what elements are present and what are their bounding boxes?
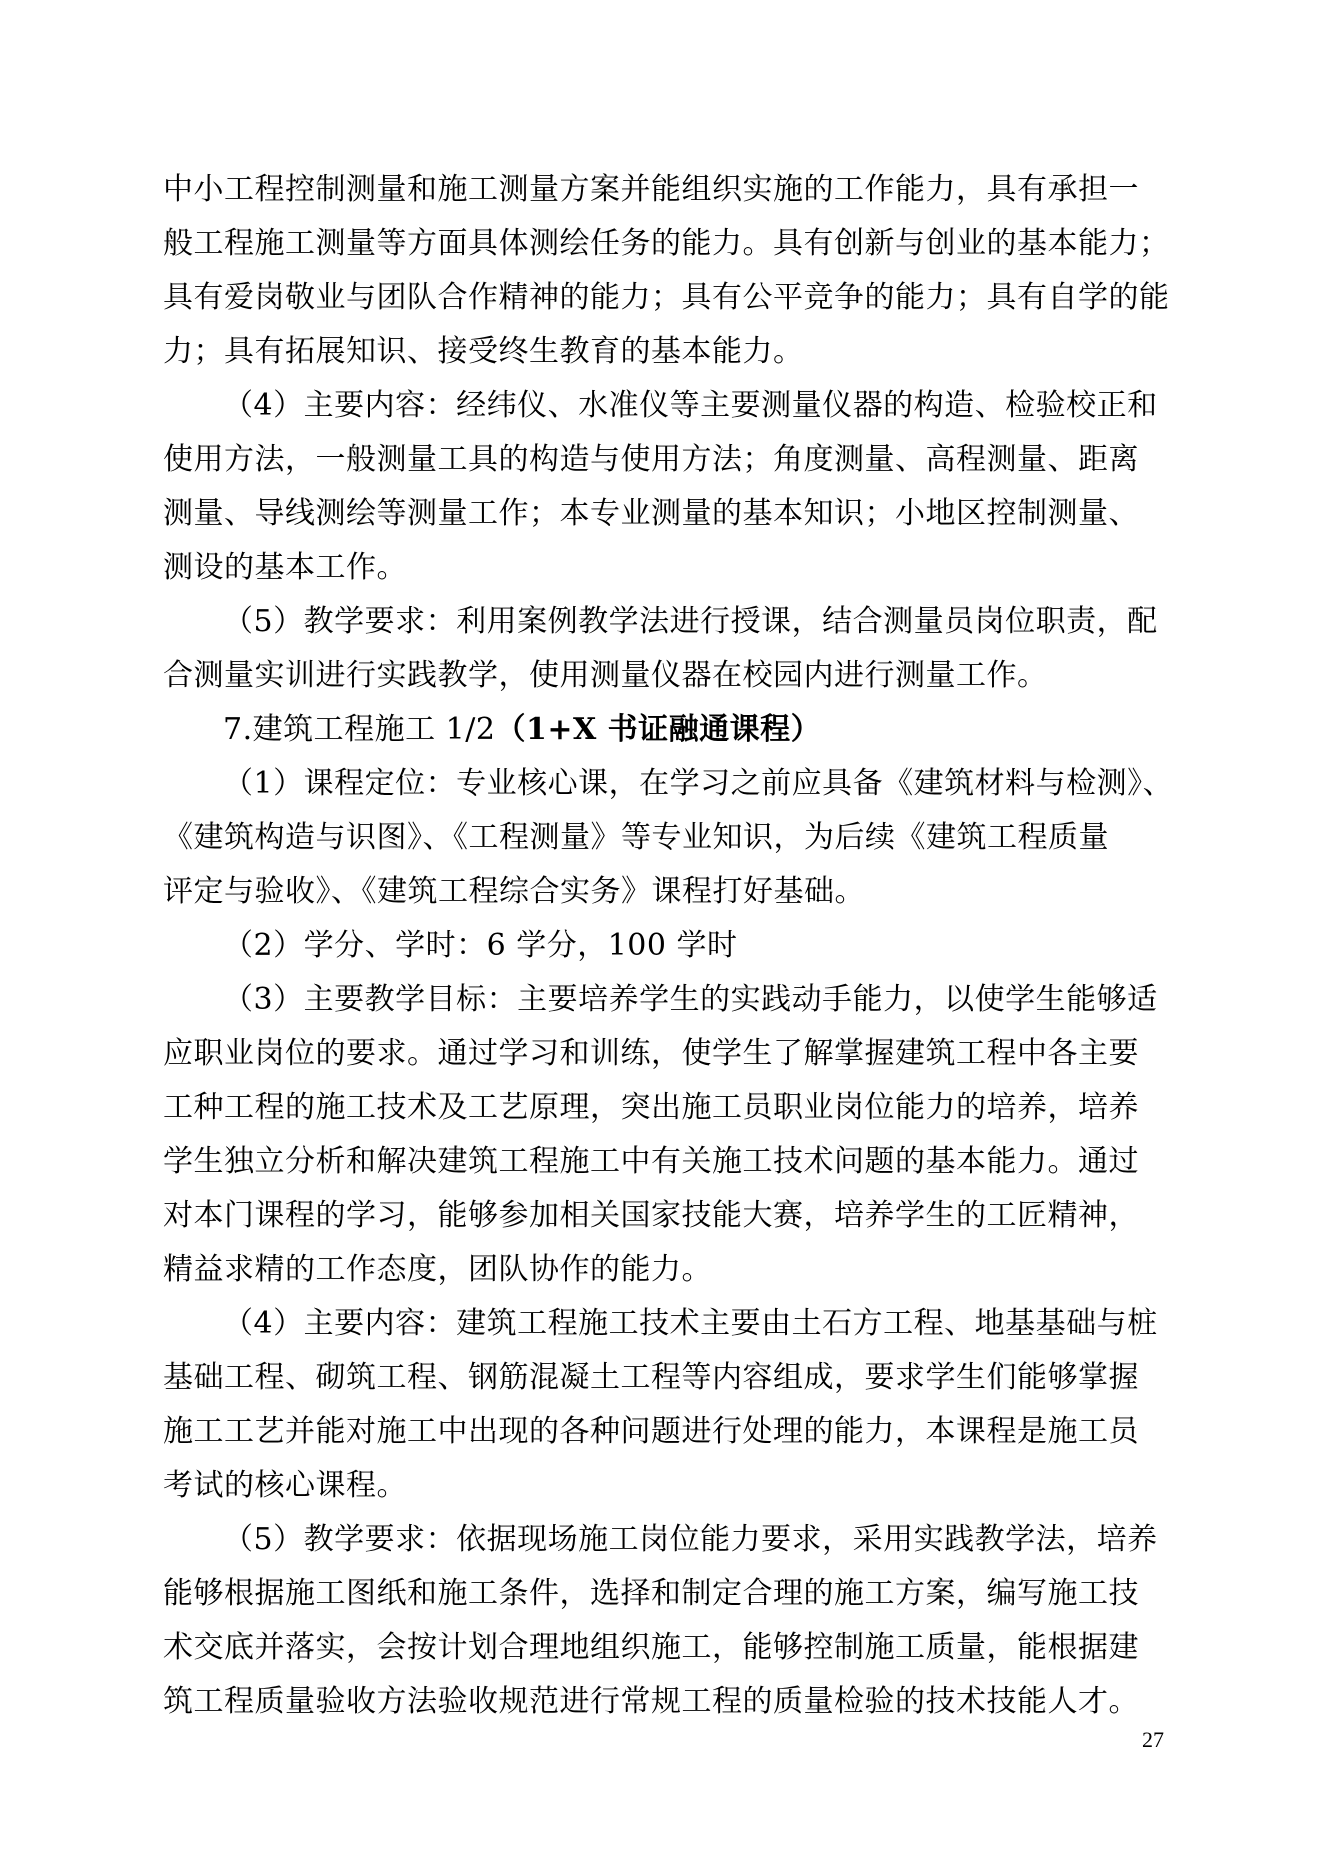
text-line: 基础工程、砌筑工程、钢筋混凝土工程等内容组成，要求学生们能够掌握 (163, 1360, 1139, 1395)
text-line: 般工程施工测量等方面具体测绘任务的能力。具有创新与创业的基本能力； (163, 226, 1170, 261)
text-line: 精益求精的工作态度，团队协作的能力。 (163, 1252, 712, 1287)
section-heading (163, 703, 1173, 757)
text-line: （5）教学要求：利用案例教学法进行授课，结合测量员岗位职责，配 (223, 604, 1158, 639)
text-line: 使用方法，一般测量工具的构造与使用方法；角度测量、高程测量、距离 (163, 442, 1139, 477)
text-line: 学生独立分析和解决建筑工程施工中有关施工技术问题的基本能力。通过 (163, 1144, 1139, 1179)
text-line: 工种工程的施工技术及工艺原理，突出施工员职业岗位能力的培养，培养 (163, 1090, 1139, 1125)
section-heading-title: 7.建筑工程施工 1/2 (223, 712, 496, 747)
text-line: 能够根据施工图纸和施工条件，选择和制定合理的施工方案，编写施工技 (163, 1576, 1139, 1611)
text-line: 合测量实训进行实践教学，使用测量仪器在校园内进行测量工作。 (163, 658, 1048, 693)
text-line: 评定与验收》、《建筑工程综合实务》课程打好基础。 (163, 874, 865, 909)
text-line: 筑工程质量验收方法验收规范进行常规工程的质量检验的技术技能人才。 (163, 1684, 1139, 1719)
text-line: 施工工艺并能对施工中出现的各种问题进行处理的能力，本课程是施工员 (163, 1414, 1139, 1449)
text-line: 测设的基本工作。 (163, 550, 407, 585)
text-line: 考试的核心课程。 (163, 1468, 407, 1503)
text-line: （2）学分、学时：6 学分，100 学时 (223, 928, 738, 963)
text-line: （5）教学要求：依据现场施工岗位能力要求，采用实践教学法，培养 (223, 1522, 1158, 1557)
text-line: 具有爱岗敬业与团队合作精神的能力；具有公平竞争的能力；具有自学的能 (163, 280, 1170, 315)
text-line: 测量、导线测绘等测量工作；本专业测量的基本知识；小地区控制测量、 (163, 496, 1139, 531)
page-number: 27 (1142, 1727, 1164, 1752)
text-line: （4）主要内容：建筑工程施工技术主要由土石方工程、地基基础与桩 (223, 1306, 1158, 1341)
text-line: 《建筑构造与识图》、《工程测量》等专业知识，为后续《建筑工程质量 (163, 820, 1109, 855)
text-line: 中小工程控制测量和施工测量方案并能组织实施的工作能力，具有承担一 (163, 172, 1139, 207)
text-line: （1）课程定位：专业核心课，在学习之前应具备《建筑材料与检测》、 (223, 766, 1174, 801)
body-text (163, 163, 1173, 1729)
text-line: （4）主要内容：经纬仪、水准仪等主要测量仪器的构造、检验校正和 (223, 388, 1158, 423)
text-line: 力；具有拓展知识、接受终生教育的基本能力。 (163, 334, 804, 369)
text-line: 术交底并落实，会按计划合理地组织施工，能够控制施工质量，能根据建 (163, 1630, 1139, 1665)
text-line: 应职业岗位的要求。通过学习和训练，使学生了解掌握建筑工程中各主要 (163, 1036, 1139, 1071)
text-line: （3）主要教学目标：主要培养学生的实践动手能力，以使学生能够适 (223, 982, 1158, 1017)
text-line: 对本门课程的学习，能够参加相关国家技能大赛，培养学生的工匠精神， (163, 1198, 1139, 1233)
section-heading-tag: （1+X 书证融通课程） (495, 712, 822, 747)
